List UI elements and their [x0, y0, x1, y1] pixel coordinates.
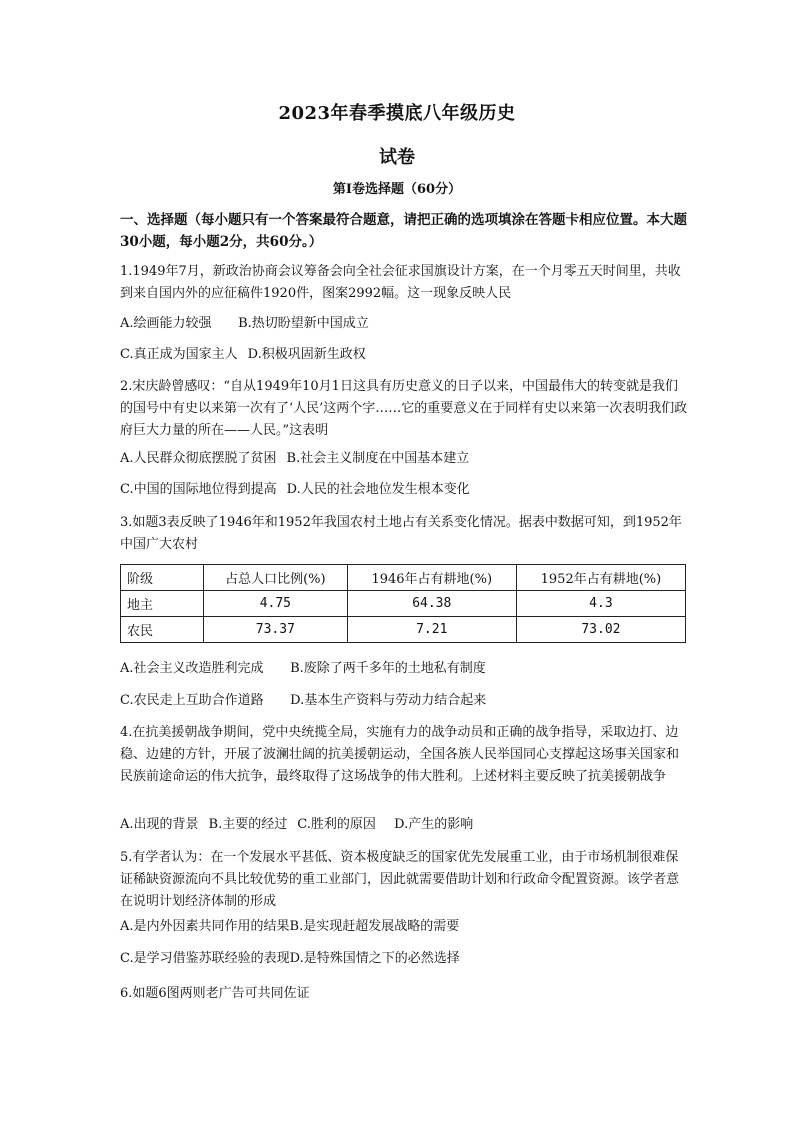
- table-cell: 7.21: [347, 617, 516, 643]
- option-1d: D.积极巩固新生政权: [247, 347, 366, 362]
- question-1-options-row2: [120, 346, 720, 364]
- table-cell: 73.37: [204, 617, 348, 643]
- table-cell: 64.38: [347, 591, 516, 617]
- option-1a: A.绘画能力较强: [120, 316, 212, 331]
- option-4b: B.主要的经过: [208, 817, 288, 832]
- option-5d: D.是特殊国情之下的必然选择: [289, 951, 460, 966]
- question-1-options-row1: [120, 315, 720, 333]
- instructions: 一、选择题（每小题只有一个答案最符合题意，请把正确的选项填涂在答题卡相应位置。本大题30小题，每小题2分，共60分。）: [120, 212, 687, 250]
- question-4-stem: 4.在抗美援朝战争期间，党中央统揽全局，实施有力的战争动员和正确的战争指导，采取边打、边稳、边建的方针，开展了波澜壮阔的抗美援朝运动，全国各族人民举国同心支撑起这场事关国家和民族前途命运的伟大抗争，最终取得了这场战争的伟大胜利。上述材料主要反映了抗美援朝战争: [120, 725, 680, 784]
- option-5b: B.是实现赶超发展战略的需要: [289, 919, 460, 934]
- option-4d: D.产生的影响: [394, 817, 474, 832]
- table-row: [121, 591, 686, 617]
- question-3-options-row1: [120, 660, 720, 678]
- question-3-options-row2: [120, 692, 720, 710]
- table-cell: 4.75: [204, 591, 348, 617]
- exam-title-line2: 试卷: [379, 147, 415, 168]
- table-header-cell: 阶级: [121, 565, 204, 591]
- option-3a: A.社会主义改造胜利完成: [120, 661, 264, 676]
- option-4a: A.出现的背景: [120, 817, 199, 832]
- table-row: [121, 617, 686, 643]
- question-2-options-row1: [120, 450, 720, 468]
- option-2c: C.中国的国际地位得到提高: [120, 482, 277, 497]
- question-5-options-row1: [120, 918, 720, 936]
- question-4-options: [120, 816, 720, 834]
- option-2d: D.人民的社会地位发生根本变化: [286, 482, 470, 497]
- question-5-options-row2: [120, 950, 720, 968]
- question-6-stem: 6.如题6图两则老广告可共同佐证: [120, 986, 310, 1001]
- option-5a: A.是内外因素共同作用的结果: [120, 919, 290, 934]
- question-5-stem: 5.有学者认为：在一个发展水平甚低、资本极度缺乏的国家优先发展重工业，由于市场机制很难保证稀缺资源流向不具比较优势的重工业部门，因此就需要借助计划和行政命令配置资源。该学者意在说明计划经济体制的形成: [120, 850, 680, 909]
- table-cell: 4.3: [516, 591, 685, 617]
- table-header-row: [121, 565, 686, 591]
- table-cell: 73.02: [516, 617, 685, 643]
- option-3c: C.农民走上互助合作道路: [120, 693, 264, 708]
- option-5c: C.是学习借鉴苏联经验的表现: [120, 951, 290, 966]
- option-4c: C.胜利的原因: [297, 817, 376, 832]
- exam-title: 2023年春季摸底八年级历史: [278, 103, 516, 124]
- table-header-cell: 占总人口比例(%): [204, 565, 348, 591]
- question-2-options-row2: [120, 481, 720, 499]
- table-header-cell: 1946年占有耕地(%): [347, 565, 516, 591]
- question-1-stem: 1.1949年7月，新政治协商会议筹备会向全社会征求国旗设计方案，在一个月零五天时间里，共收到来自国内外的应征稿件1920件，图案2992幅。这一现象反映人民: [120, 264, 681, 301]
- option-3d: D.基本生产资料与劳动力结合起来: [290, 693, 487, 708]
- question-2-stem: 2.宋庆龄曾感叹：“自从1949年10月1日这具有历史意义的日子以来，中国最伟大的转变就是我们的国号中有史以来第一次有了‘人民’这两个字……它的重要意义在于同样有史以来第一次表明我们政府巨大力量的所在——人民。”这表明: [120, 379, 688, 438]
- section-heading: 第Ⅰ卷选择题（60分）: [332, 182, 462, 197]
- option-1b: B.热切盼望新中国成立: [238, 316, 369, 331]
- option-2a: A.人民群众彻底摆脱了贫困: [120, 451, 277, 466]
- option-3b: B.废除了两千多年的土地私有制度: [290, 661, 486, 676]
- option-2b: B.社会主义制度在中国基本建立: [286, 451, 470, 466]
- table-cell: 地主: [121, 591, 204, 617]
- land-ownership-table: [120, 564, 686, 643]
- question-3-stem: 3.如题3表反映了1946年和1952年我国农村土地占有关系变化情况。据表中数据可知，到1952年中国广大农村: [120, 515, 682, 552]
- option-1c: C.真正成为国家主人: [120, 347, 238, 362]
- table-cell: 农民: [121, 617, 204, 643]
- table-header-cell: 1952年占有耕地(%): [516, 565, 685, 591]
